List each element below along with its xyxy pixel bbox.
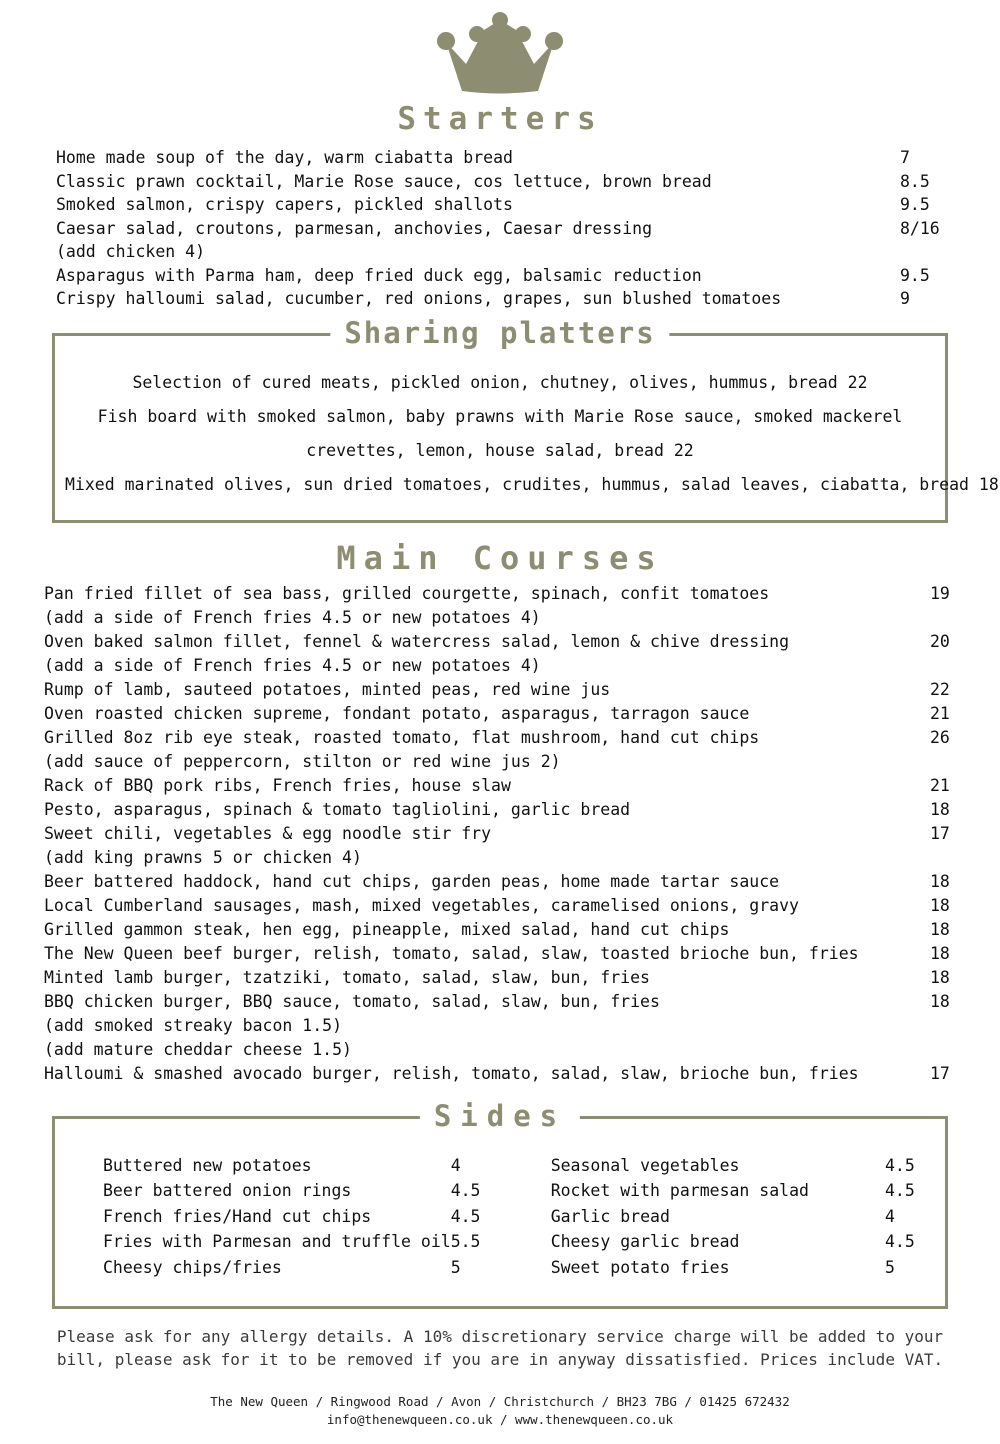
menu-item-price: 18: [930, 919, 950, 939]
sides-column-right: [525, 1153, 945, 1281]
menu-item-note: (add sauce of peppercorn, stilton or red wine jus 2): [44, 751, 561, 771]
logo-area: [0, 0, 1000, 98]
menu-item-note-row: [44, 750, 976, 774]
menu-item-name: Crispy halloumi salad, cucumber, red onions, grapes, sun blushed tomatoes: [56, 289, 782, 309]
side-item-row: [551, 1178, 945, 1204]
side-item-price: 4.5: [885, 1232, 915, 1252]
menu-item-price: 9.5: [900, 265, 930, 285]
sharing-platters-box: [52, 315, 999, 523]
menu-item-row: [56, 217, 960, 241]
menu-item-row: [44, 774, 976, 798]
menu-item-price: 19: [930, 583, 950, 603]
menu-item-price: 21: [930, 703, 950, 723]
menu-item-name: Halloumi & smashed avocado burger, relish, tomato, salad, slaw, brioche bun, fries: [44, 1063, 859, 1083]
menu-item-price: 18: [930, 943, 950, 963]
menu-item-row: [44, 798, 976, 822]
menu-item-name: Oven baked salmon fillet, fennel & watercress salad, lemon & chive dressing: [44, 631, 790, 651]
sides-box: [52, 1098, 948, 1310]
menu-item-row: [44, 870, 976, 894]
menu-item-row: [56, 264, 960, 288]
menu-item-note-row: [44, 1014, 976, 1038]
side-item-price: 5: [450, 1257, 461, 1277]
platter-line: crevettes, lemon, house salad, bread 22: [306, 440, 694, 460]
menu-item-name: Oven roasted chicken supreme, fondant potato, asparagus, tarragon sauce: [44, 703, 750, 723]
platter-line: Mixed marinated olives, sun dried tomatoes, crudites, hummus, salad leaves, ciabatta, bread 18: [65, 474, 999, 494]
menu-item-row: [56, 287, 960, 311]
address-line: The New Queen / Ringwood Road / Avon / Christchurch / BH23 7BG / 01425 672432: [210, 1394, 790, 1410]
menu-item-price: 8/16: [900, 218, 940, 238]
menu-item-row: [44, 1062, 976, 1086]
menu-item-price: 18: [930, 991, 950, 1011]
side-item-name: Sweet potato fries: [550, 1257, 730, 1277]
menu-item-name: Local Cumberland sausages, mash, mixed vegetables, caramelised onions, gravy: [44, 895, 799, 915]
menu-item-row: [44, 678, 976, 702]
menu-item-note: (add mature cheddar cheese 1.5): [44, 1039, 352, 1059]
menu-item-name: Grilled gammon steak, hen egg, pineapple, mixed salad, hand cut chips: [44, 919, 730, 939]
menu-item-price: 18: [930, 799, 950, 819]
menu-item-note-row: [44, 846, 976, 870]
menu-item-row: [44, 966, 976, 990]
side-item-price: 4: [450, 1155, 461, 1175]
side-item-row: [103, 1153, 525, 1179]
menu-item-name: Grilled 8oz rib eye steak, roasted tomato, flat mushroom, hand cut chips: [44, 727, 760, 747]
menu-item-note: (add king prawns 5 or chicken 4): [44, 847, 362, 867]
side-item-name: Beer battered onion rings: [103, 1181, 352, 1201]
menu-item-name: Classic prawn cocktail, Marie Rose sauce, cos lettuce, brown bread: [56, 171, 712, 191]
side-item-price: 4.5: [450, 1181, 481, 1201]
menu-item-price: 21: [930, 775, 950, 795]
menu-item-price: 17: [930, 1063, 950, 1083]
side-item-price: 4.5: [885, 1155, 915, 1175]
menu-item-note: (add chicken 4): [56, 242, 206, 262]
sharing-platters-list: [55, 336, 999, 520]
side-item-name: Cheesy garlic bread: [550, 1232, 740, 1252]
side-item-row: [103, 1255, 525, 1281]
section-title-starters: Starters: [397, 101, 603, 137]
menu-item-name: Sweet chili, vegetables & egg noodle stir fry: [44, 823, 492, 843]
side-item-row: [103, 1178, 525, 1204]
menu-item-price: 7: [900, 148, 910, 168]
menu-item-note: (add a side of French fries 4.5 or new potatoes 4): [44, 607, 541, 627]
crown-icon: [430, 12, 570, 98]
side-item-name: Seasonal vegetables: [550, 1155, 740, 1175]
menu-item-price: 9.5: [900, 195, 930, 215]
allergy-notice-line: bill, please ask for it to be removed if you are in anyway dissatisfied. Prices include VAT.: [56, 1350, 944, 1370]
menu-item-note-row: [44, 606, 976, 630]
side-item-price: 4: [885, 1206, 895, 1226]
side-item-name: French fries/Hand cut chips: [103, 1206, 372, 1226]
menu-item-price: 17: [930, 823, 950, 843]
menu-item-row: [44, 726, 976, 750]
menu-item-row: [44, 894, 976, 918]
side-item-name: Garlic bread: [550, 1206, 670, 1226]
menu-item-price: 8.5: [900, 171, 930, 191]
menu-item-price: 26: [930, 727, 950, 747]
section-title-main-courses: Main Courses: [336, 538, 664, 577]
starters-list: [0, 146, 1000, 311]
side-item-row: [551, 1153, 945, 1179]
side-item-name: Buttered new potatoes: [103, 1155, 312, 1175]
menu-item-name: Smoked salmon, crispy capers, pickled shallots: [56, 195, 513, 215]
menu-item-note-row: [44, 654, 976, 678]
side-item-row: [551, 1229, 945, 1255]
platter-line: Selection of cured meats, pickled onion, chutney, olives, hummus, bread 22: [132, 372, 868, 392]
menu-item-row: [56, 170, 960, 194]
menu-item-row: [44, 822, 976, 846]
menu-item-row: [44, 702, 976, 726]
menu-item-name: The New Queen beef burger, relish, tomato, salad, slaw, toasted brioche bun, fries: [44, 943, 859, 963]
side-item-name: Rocket with parmesan salad: [550, 1181, 809, 1201]
menu-item-name: BBQ chicken burger, BBQ sauce, tomato, salad, slaw, bun, fries: [44, 991, 660, 1011]
menu-item-note-row: [56, 240, 960, 264]
sides-column-left: [55, 1153, 525, 1281]
menu-item-row: [44, 630, 976, 654]
side-item-price: 5: [885, 1257, 895, 1277]
menu-item-name: Asparagus with Parma ham, deep fried duck egg, balsamic reduction: [56, 265, 702, 285]
menu-item-price: 22: [930, 679, 950, 699]
menu-item-name: Pan fried fillet of sea bass, grilled courgette, spinach, confit tomatoes: [44, 583, 770, 603]
side-item-row: [551, 1255, 945, 1281]
menu-item-name: Rump of lamb, sauteed potatoes, minted peas, red wine jus: [44, 679, 611, 699]
menu-item-note: (add smoked streaky bacon 1.5): [44, 1015, 343, 1035]
side-item-name: Fries with Parmesan and truffle oil: [103, 1232, 451, 1252]
menu-item-row: [56, 193, 960, 217]
sides-columns: [55, 1119, 945, 1307]
main-courses-list: [0, 582, 1000, 1086]
menu-item-name: Rack of BBQ pork ribs, French fries, house slaw: [44, 775, 511, 795]
side-item-price: 5.5: [450, 1232, 481, 1252]
menu-item-price: 20: [930, 631, 950, 651]
side-item-name: Cheesy chips/fries: [103, 1257, 282, 1277]
side-item-price: 4.5: [450, 1206, 481, 1226]
side-item-row: [551, 1204, 945, 1230]
allergy-notice-line: Please ask for any allergy details. A 10% discretionary service charge will be added to your: [56, 1327, 944, 1347]
menu-item-price: 18: [930, 871, 950, 891]
side-item-row: [103, 1229, 525, 1255]
menu-item-note-row: [44, 1038, 976, 1062]
menu-item-name: Beer battered haddock, hand cut chips, garden peas, home made tartar sauce: [44, 871, 780, 891]
menu-item-row: [44, 990, 976, 1014]
platter-line: Fish board with smoked salmon, baby prawns with Marie Rose sauce, smoked mackerel: [97, 406, 903, 426]
menu-item-name: Home made soup of the day, warm ciabatta bread: [56, 148, 513, 168]
side-item-price: 4.5: [885, 1181, 915, 1201]
menu-item-row: [56, 146, 960, 170]
menu-item-price: 9: [900, 289, 910, 309]
allergy-notice: [52, 1325, 948, 1371]
side-item-row: [103, 1204, 525, 1230]
menu-item-name: Minted lamb burger, tzatziki, tomato, salad, slaw, bun, fries: [44, 967, 650, 987]
section-title-sharing-platters: Sharing platters: [330, 313, 669, 353]
menu-item-name: Caesar salad, croutons, parmesan, anchovies, Caesar dressing: [56, 218, 653, 238]
menu-item-name: Pesto, asparagus, spinach & tomato tagliolini, garlic bread: [44, 799, 631, 819]
menu-item-price: 18: [930, 895, 950, 915]
menu-item-price: 18: [930, 967, 950, 987]
contact-line: info@thenewqueen.co.uk / www.thenewqueen.co.uk: [326, 1412, 674, 1428]
restaurant-address: [0, 1393, 1000, 1429]
menu-item-row: [44, 918, 976, 942]
menu-item-row: [44, 942, 976, 966]
section-title-sides: Sides: [420, 1096, 580, 1136]
menu-item-note: (add a side of French fries 4.5 or new potatoes 4): [44, 655, 541, 675]
menu-item-row: [44, 582, 976, 606]
